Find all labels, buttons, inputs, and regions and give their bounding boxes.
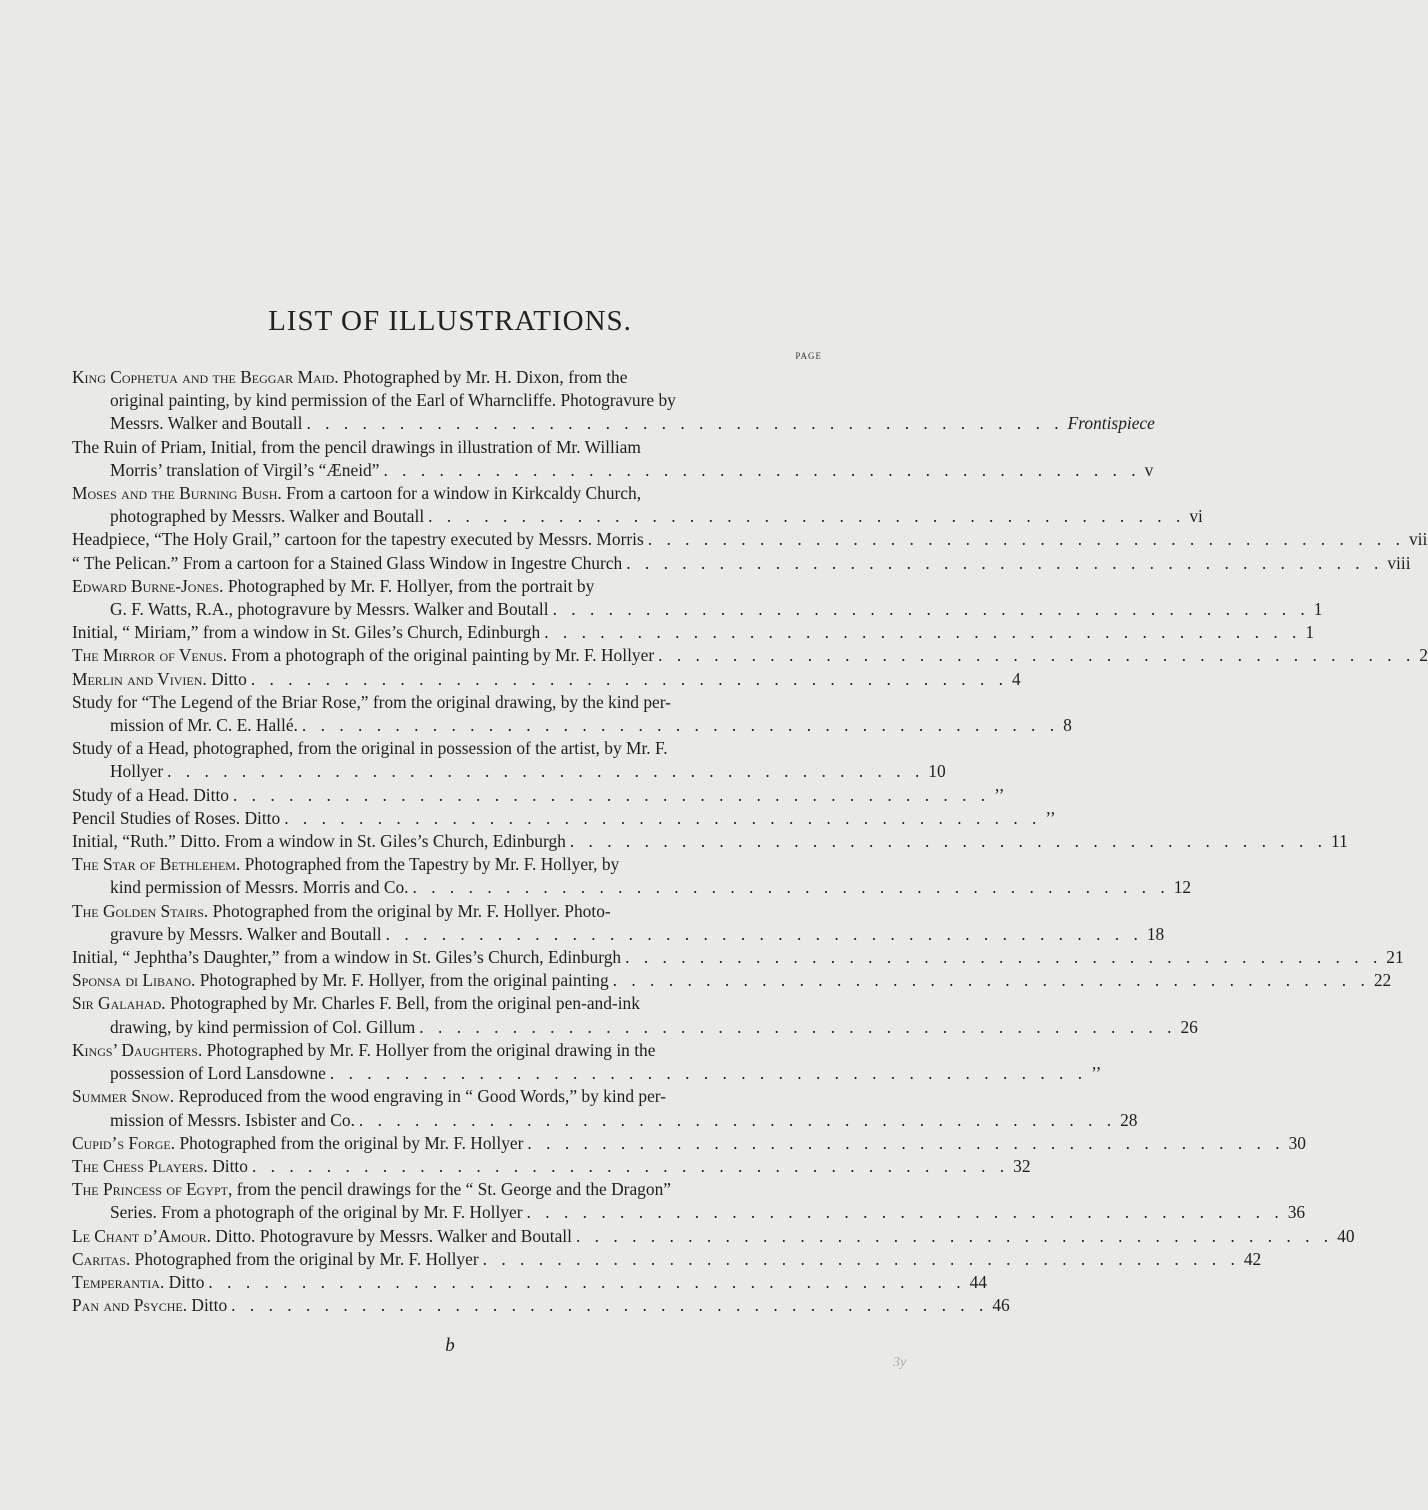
- dot-leader: . . . . . . . . . . . . . . . . . . . . . . . . . . . . . . . . . . . . . . . . .: [301, 715, 1060, 736]
- entry-description: Initial, “Ruth.” Ditto. From a window in St. Giles’s Church, Edinburgh: [72, 831, 566, 852]
- page-number: vi: [1189, 506, 1203, 527]
- list-item: [72, 644, 1428, 667]
- dot-leader: . . . . . . . . . . . . . . . . . . . . . . . . . . . . . . . . . . . . . . . . .: [251, 1155, 1010, 1176]
- entry-text: [110, 598, 549, 621]
- dot-leader: . . . . . . . . . . . . . . . . . . . . . . . . . . . . . . . . . . . . . . . . .: [383, 459, 1141, 480]
- page-number: 42: [1243, 1248, 1262, 1269]
- entry-line: [72, 552, 1411, 575]
- entry-text: [72, 738, 668, 758]
- entry-line: [72, 876, 1192, 899]
- dot-leader: . . . . . . . . . . . . . . . . . . . . . . . . . . . . . . . . . . . . . . . . .: [385, 923, 1143, 944]
- list-item: [72, 691, 1072, 737]
- entry-description: kind permission of Messrs. Morris and Co.: [110, 877, 409, 898]
- page-number: vii: [1408, 529, 1428, 550]
- entry-line: [72, 784, 1005, 807]
- entry-description: Initial, “ Jephtha’s Daughter,” from a window in St. Giles’s Church, Edinburgh: [72, 947, 622, 968]
- entry-line: [72, 621, 1315, 644]
- dot-leader: . . . . . . . . . . . . . . . . . . . . . . . . . . . . . . . . . . . . . . . . .: [658, 645, 1416, 666]
- entry-description: G. F. Watts, R.A., photogravure by Messrs. Walker and Boutall: [110, 599, 549, 620]
- dot-leader: . . . . . . . . . . . . . . . . . . . . . . . . . . . . . . . . . . . . . . . . .: [329, 1063, 1088, 1084]
- dot-leader: . . . . . . . . . . . . . . . . . . . . . . . . . . . . . . . . . . . . . . . . .: [575, 1225, 1334, 1246]
- list-item: [72, 1294, 1010, 1317]
- entry-description: Messrs. Walker and Boutall: [110, 413, 303, 434]
- entry-text: [72, 528, 644, 551]
- page-number: ’’: [1045, 807, 1056, 828]
- entry-line: [72, 482, 822, 505]
- entry-text: [72, 1271, 204, 1294]
- illustration-title: The Princess of Egypt,: [72, 1179, 233, 1200]
- list-item: [72, 528, 1428, 551]
- entry-text: [72, 621, 540, 644]
- dot-leader: . . . . . . . . . . . . . . . . . . . . . . . . . . . . . . . . . . . . . . . . .: [284, 807, 1042, 828]
- entry-line: [72, 505, 1203, 528]
- entry-description: mission of Mr. C. E. Hallé.: [110, 715, 298, 736]
- entry-text: [72, 830, 566, 853]
- entry-line: [72, 853, 822, 876]
- entry-description: From a photograph of the original painting by Mr. F. Hollyer: [227, 645, 655, 666]
- dot-leader: . . . . . . . . . . . . . . . . . . . . . . . . . . . . . . . . . . . . . . . . .: [527, 1132, 1285, 1153]
- list-item: [72, 1132, 1306, 1155]
- entry-line: [72, 969, 1392, 992]
- list-item: [72, 366, 1155, 436]
- entry-text: [110, 1201, 523, 1224]
- entry-description: Ditto: [164, 1271, 205, 1292]
- illustration-title: Kings’ Daughters.: [72, 1039, 203, 1060]
- entry-description: Study for “The Legend of the Briar Rose,” from the original drawing, by the kind per-: [72, 691, 671, 712]
- entry-line: [72, 1178, 822, 1201]
- entry-description: from the pencil drawings for the “ St. George and the Dragon”: [232, 1179, 671, 1200]
- entry-text: [72, 969, 609, 992]
- page-number: ’’: [1091, 1063, 1102, 1084]
- folio-signature: b: [445, 1335, 455, 1356]
- page-number: 4: [1012, 668, 1021, 689]
- entry-description: Photographed by Mr. H. Dixon, from the: [338, 367, 628, 387]
- entry-description: Photographed by Mr. F. Hollyer, from the portrait by: [223, 575, 595, 596]
- dot-leader: . . . . . . . . . . . . . . . . . . . . . . . . . . . . . . . . . . . . . . . . .: [625, 947, 1383, 968]
- list-item: [72, 784, 1005, 807]
- illustration-title: Le Chant d’Amour.: [72, 1225, 211, 1246]
- entry-description: Ditto: [206, 668, 247, 689]
- illustration-title: Sponsa di Libano.: [72, 970, 196, 991]
- list-item: [72, 1225, 1355, 1248]
- entry-description: Initial, “ Miriam,” from a window in St. Giles’s Church, Edinburgh: [72, 622, 541, 643]
- entry-line: [72, 644, 1428, 667]
- entry-text: [110, 412, 302, 435]
- list-item: [72, 1178, 1306, 1224]
- page-number: viii: [1387, 552, 1411, 573]
- page-number: 32: [1013, 1155, 1031, 1176]
- entry-text: [72, 784, 229, 807]
- entry-text: [72, 1179, 671, 1199]
- entry-line: [72, 923, 1165, 946]
- entry-description: Pencil Studies of Roses. Ditto: [72, 807, 281, 828]
- page-number: Frontispiece: [1067, 413, 1155, 434]
- entry-text: [72, 993, 640, 1013]
- illustration-title: The Mirror of Venus.: [72, 645, 228, 666]
- entry-description: Photographed from the original by Mr. F. Hollyer: [175, 1132, 524, 1153]
- entry-text: [72, 1132, 523, 1155]
- page-number: 36: [1287, 1202, 1306, 1223]
- list-item: [72, 992, 1198, 1038]
- entry-line: [72, 389, 822, 412]
- page-number: ’’: [994, 784, 1005, 805]
- list-item: [72, 1039, 1102, 1085]
- entry-line: [72, 1225, 1355, 1248]
- entry-text: [72, 437, 641, 457]
- entry-text: [72, 1040, 655, 1060]
- entry-description: Study of a Head, photographed, from the original in possession of the artist, by Mr. F.: [72, 738, 668, 759]
- entry-text: [72, 644, 654, 667]
- entry-description: Ditto: [187, 1295, 228, 1316]
- entry-line: [72, 668, 1021, 691]
- entry-line: [72, 760, 946, 783]
- page-number: 40: [1337, 1225, 1355, 1246]
- dot-leader: . . . . . . . . . . . . . . . . . . . . . . . . . . . . . . . . . . . . . . . . .: [306, 413, 1064, 434]
- page-number: 12: [1173, 877, 1192, 898]
- dot-leader: . . . . . . . . . . . . . . . . . . . . . . . . . . . . . . . . . . . . . . . . .: [526, 1202, 1284, 1223]
- entry-text: [110, 390, 676, 410]
- entry-description: Photographed from the Tapestry by Mr. F. Hollyer, by: [240, 854, 620, 875]
- entry-description: Study of a Head. Ditto: [72, 784, 229, 805]
- entry-description: Photographed by Mr. Charles F. Bell, from the original pen-and-ink: [165, 993, 640, 1014]
- dot-leader: . . . . . . . . . . . . . . . . . . . . . . . . . . . . . . . . . . . . . . . . .: [612, 970, 1370, 991]
- entry-text: [110, 1109, 355, 1132]
- entry-line: [72, 946, 1404, 969]
- entry-line: [72, 528, 1428, 551]
- page-number: 1: [1305, 622, 1315, 643]
- entry-text: [72, 576, 594, 596]
- entry-text: [72, 901, 611, 921]
- entry-text: [110, 459, 379, 482]
- entry-line: [72, 1039, 822, 1062]
- entry-description: The Ruin of Priam, Initial, from the pencil drawings in illustration of Mr. William: [72, 436, 641, 457]
- dot-leader: . . . . . . . . . . . . . . . . . . . . . . . . . . . . . . . . . . . . . . . . .: [231, 1295, 989, 1316]
- page-number: 21: [1386, 947, 1404, 968]
- list-item: [72, 1248, 1262, 1271]
- entry-description: Series. From a photograph of the original by Mr. F. Hollyer: [110, 1202, 523, 1223]
- entry-text: [72, 1248, 479, 1271]
- illustrations-list: [72, 366, 1428, 1317]
- list-item: [72, 900, 1165, 946]
- page-number: 26: [1180, 1016, 1198, 1037]
- dot-leader: . . . . . . . . . . . . . . . . . . . . . . . . . . . . . . . . . . . . . . . . .: [167, 761, 925, 782]
- entry-description: possession of Lord Lansdowne: [110, 1063, 326, 1084]
- entry-text: [72, 367, 627, 387]
- entry-line: [72, 691, 822, 714]
- dot-leader: . . . . . . . . . . . . . . . . . . . . . . . . . . . . . . . . . . . . . . . . .: [428, 506, 1186, 527]
- entry-line: [72, 598, 1323, 621]
- page-title: LIST OF ILLUSTRATIONS.: [268, 305, 632, 337]
- entry-description: Photographed by Mr. F. Hollyer, from the original painting: [195, 970, 609, 991]
- entry-line: [72, 1062, 1102, 1085]
- illustration-title: The Star of Bethlehem.: [72, 854, 241, 875]
- list-item: [72, 668, 1021, 691]
- list-item: [72, 1155, 1031, 1178]
- entry-text: [72, 854, 619, 874]
- entry-line: [72, 1201, 1306, 1224]
- page-number: 44: [969, 1271, 987, 1292]
- entry-description: Ditto. Photogravure by Messrs. Walker and Boutall: [210, 1225, 572, 1246]
- entry-description: Photographed from the original by Mr. F. Hollyer. Photo-: [208, 900, 611, 921]
- entry-text: [72, 552, 622, 575]
- entry-text: [110, 505, 424, 528]
- dot-leader: . . . . . . . . . . . . . . . . . . . . . . . . . . . . . . . . . . . . . . . . .: [626, 552, 1384, 573]
- entry-description: Morris’ translation of Virgil’s “Æneid”: [110, 459, 380, 480]
- entry-text: [72, 692, 671, 712]
- entry-line: [72, 459, 1154, 482]
- list-item: [72, 436, 1154, 482]
- entry-line: [72, 807, 1056, 830]
- entry-line: [72, 900, 822, 923]
- page-number: 10: [928, 761, 946, 782]
- entry-line: [72, 737, 822, 760]
- page-number: 18: [1146, 923, 1165, 944]
- entry-text: [110, 923, 382, 946]
- entry-line: [72, 992, 822, 1015]
- illustration-title: Edward Burne-Jones.: [72, 575, 224, 596]
- page-number: v: [1144, 459, 1154, 480]
- page-number: 2: [1419, 645, 1428, 666]
- entry-description: gravure by Messrs. Walker and Boutall: [110, 923, 382, 944]
- entry-text: [110, 1016, 415, 1039]
- illustration-title: Moses and the Burning Bush.: [72, 483, 282, 504]
- page-number: 30: [1288, 1132, 1306, 1153]
- list-item: [72, 969, 1392, 992]
- page-number: 8: [1063, 715, 1072, 736]
- entry-text: [72, 1155, 248, 1178]
- entry-line: [72, 1109, 1138, 1132]
- entry-text: [72, 1225, 572, 1248]
- entry-text: [72, 807, 280, 830]
- entry-line: [72, 1132, 1306, 1155]
- illustration-title: Caritas.: [72, 1248, 131, 1269]
- illustration-title: The Chess Players.: [72, 1155, 208, 1176]
- illustration-title: Summer Snow.: [72, 1086, 175, 1107]
- dot-leader: . . . . . . . . . . . . . . . . . . . . . . . . . . . . . . . . . . . . . . . . .: [552, 599, 1310, 620]
- pencil-annotation: 3y: [893, 1355, 907, 1370]
- illustration-title: Pan and Psyche.: [72, 1295, 188, 1316]
- dot-leader: . . . . . . . . . . . . . . . . . . . . . . . . . . . . . . . . . . . . . . . . .: [250, 668, 1009, 689]
- dot-leader: . . . . . . . . . . . . . . . . . . . . . . . . . . . . . . . . . . . . . . . . .: [544, 622, 1302, 643]
- dot-leader: . . . . . . . . . . . . . . . . . . . . . . . . . . . . . . . . . . . . . . . . .: [569, 831, 1328, 852]
- dot-leader: . . . . . . . . . . . . . . . . . . . . . . . . . . . . . . . . . . . . . . . . .: [647, 529, 1405, 550]
- entry-line: [72, 412, 1155, 435]
- list-item: [72, 482, 1203, 528]
- dot-leader: . . . . . . . . . . . . . . . . . . . . . . . . . . . . . . . . . . . . . . . . .: [208, 1271, 966, 1292]
- illustration-title: The Golden Stairs.: [72, 900, 209, 921]
- list-item: [72, 1085, 1138, 1131]
- entry-description: Hollyer: [110, 761, 164, 782]
- page-column-heading: PAGE: [795, 351, 822, 361]
- page-number: 1: [1313, 599, 1323, 620]
- dot-leader: . . . . . . . . . . . . . . . . . . . . . . . . . . . . . . . . . . . . . . . . .: [358, 1109, 1117, 1130]
- entry-description: drawing, by kind permission of Col. Gillum: [110, 1016, 416, 1037]
- entry-text: [72, 946, 621, 969]
- illustration-title: King Cophetua and the Beggar Maid.: [72, 367, 339, 387]
- entry-text: [72, 1086, 666, 1106]
- page-number: 46: [992, 1295, 1010, 1316]
- dot-leader: . . . . . . . . . . . . . . . . . . . . . . . . . . . . . . . . . . . . . . . . .: [482, 1248, 1240, 1269]
- entry-description: photographed by Messrs. Walker and Boutall: [110, 506, 425, 527]
- entry-description: Ditto: [207, 1155, 248, 1176]
- list-item: [72, 830, 1348, 853]
- illustration-title: Sir Galahad.: [72, 993, 166, 1014]
- entry-line: [72, 366, 822, 389]
- page-number: 22: [1373, 970, 1392, 991]
- entry-line: [72, 575, 822, 598]
- entry-line: [72, 1155, 1031, 1178]
- list-item: [72, 621, 1315, 644]
- entry-line: [72, 1016, 1198, 1039]
- entry-line: [72, 1294, 1010, 1317]
- list-item: [72, 807, 1056, 830]
- list-item: [72, 853, 1192, 899]
- entry-line: [72, 436, 822, 459]
- entry-line: [72, 1271, 987, 1294]
- list-item: [72, 737, 946, 783]
- entry-line: [72, 830, 1348, 853]
- entry-text: [72, 1294, 227, 1317]
- page-number: 28: [1120, 1109, 1138, 1130]
- entry-text: [110, 876, 409, 899]
- entry-description: Reproduced from the wood engraving in “ Good Words,” by kind per-: [174, 1086, 667, 1107]
- illustration-title: Temperantia.: [72, 1271, 165, 1292]
- illustration-title: Cupid’s Forge.: [72, 1132, 176, 1153]
- entry-text: [110, 1062, 326, 1085]
- entry-text: [72, 483, 641, 503]
- entry-text: [110, 760, 163, 783]
- entry-description: Headpiece, “The Holy Grail,” cartoon for the tapestry executed by Messrs. Morris: [72, 529, 644, 550]
- entry-description: original painting, by kind permission of the Earl of Wharncliffe. Photogravure by: [110, 390, 676, 411]
- entry-description: Photographed by Mr. F. Hollyer from the original drawing in the: [202, 1039, 656, 1060]
- dot-leader: . . . . . . . . . . . . . . . . . . . . . . . . . . . . . . . . . . . . . . . . .: [419, 1016, 1177, 1037]
- entry-line: [72, 714, 1072, 737]
- entry-description: From a cartoon for a window in Kirkcaldy Church,: [281, 483, 642, 504]
- entry-text: [72, 668, 247, 691]
- list-item: [72, 1271, 987, 1294]
- dot-leader: . . . . . . . . . . . . . . . . . . . . . . . . . . . . . . . . . . . . . . . . .: [232, 784, 991, 805]
- list-item: [72, 552, 1411, 575]
- entry-line: [72, 1085, 822, 1108]
- entry-description: “ The Pelican.” From a cartoon for a Stained Glass Window in Ingestre Church: [72, 552, 623, 573]
- page-number: 11: [1331, 831, 1348, 852]
- illustration-title: Merlin and Vivien.: [72, 668, 207, 689]
- dot-leader: . . . . . . . . . . . . . . . . . . . . . . . . . . . . . . . . . . . . . . . . .: [412, 877, 1170, 898]
- list-item: [72, 575, 1323, 621]
- entry-line: [72, 1248, 1262, 1271]
- entry-text: [110, 714, 298, 737]
- list-item: [72, 946, 1404, 969]
- entry-description: mission of Messrs. Isbister and Co.: [110, 1109, 355, 1130]
- entry-description: Photographed from the original by Mr. F. Hollyer: [130, 1248, 479, 1269]
